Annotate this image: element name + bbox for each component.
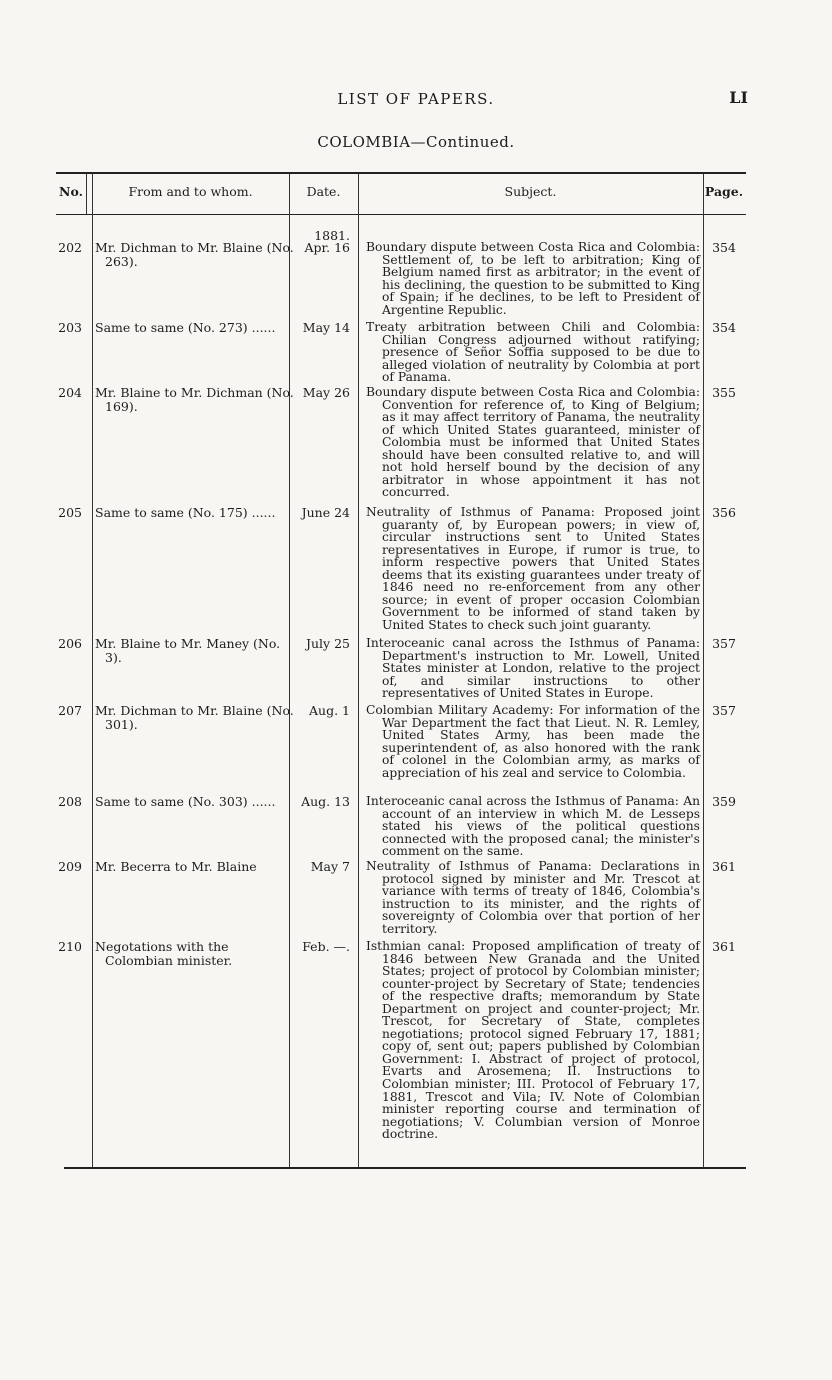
row-subject: Treaty arbitration between Chili and Colombia: Chilian Congress adjourned without ratifying; presence of Señor Soffia supposed to be due to alleged violation of neutrality by Colombia at port of Panama. bbox=[366, 320, 700, 385]
row-date: May 26 bbox=[302, 385, 350, 400]
row-date: Apr. 16 bbox=[304, 240, 350, 255]
header-rule bbox=[56, 214, 746, 215]
row-date: July 25 bbox=[305, 636, 350, 651]
row-subject: Interoceanic canal across the Isthmus of Panama: An account of an interview in which M. de Lesseps stated his views of the political questions connected with the proposed canal; the minister's comment on the same. bbox=[366, 794, 700, 859]
col-line-2 bbox=[92, 174, 93, 1167]
section-title: COLOMBIA—Continued. bbox=[317, 133, 515, 151]
row-no: 208 bbox=[58, 794, 82, 809]
header-no: No. bbox=[59, 184, 83, 199]
row-from: Same to same (No. 175) ...... bbox=[95, 505, 276, 520]
row-no: 204 bbox=[58, 385, 82, 400]
row-from: Mr. Blaine to Mr. Maney (No. 3). bbox=[95, 636, 281, 666]
header-date: Date. bbox=[306, 184, 341, 199]
row-from: Negotations with the Colombian minister. bbox=[95, 939, 233, 969]
row-page: 356 bbox=[712, 505, 736, 520]
row-page: 357 bbox=[712, 636, 736, 651]
header-subject: Subject. bbox=[504, 184, 557, 199]
row-no: 202 bbox=[58, 240, 82, 255]
row-page: 361 bbox=[712, 939, 736, 954]
year-label: 1881. bbox=[314, 228, 350, 243]
row-subject: Isthmian canal: Proposed amplification of treaty of 1846 between New Granada and the United States; project of protocol by Colombian minister; counter-project by Secretary of State; tendencies of the respective drafts; memorandum by State Department on project and counter-project; Mr. Trescot, for Secretary of State, completes negotiations; protocol signed February 17, 1881; copy of, sent out; papers published by Colombian Government: I. Abstract of project of protocol, Evarts and Arosemena; II. Instructions to Colombian minister; III. Protocol of February 17, 1881, Trescot and Vila; IV. Note of Colombian minister reporting course and termination of negotiations; V. Columbian version of Monroe doctrine. bbox=[366, 939, 700, 1142]
row-subject: Neutrality of Isthmus of Panama: Proposed joint guaranty of, by European powers; in view of, circular instructions sent to United States representatives in Europe, if rumor is true, to inform respective powers that United States deems that its existing guarantees under treaty of 1846 need no re-enforcement from any other source; in event of proper occasion Colombian Government to be informed of stand taken by United States to check such joint guaranty. bbox=[366, 505, 700, 632]
row-from: Same to same (No. 303) ...... bbox=[95, 794, 276, 809]
row-from: Mr. Dichman to Mr. Blaine (No. 301). bbox=[95, 703, 294, 733]
row-no: 203 bbox=[58, 320, 82, 335]
row-subject: Colombian Military Academy: For information of the War Department the fact that Lieut. N. R. Lemley, United States Army, has been made the superintendent of, as also honored with the rank of colonel in the Colombian army, as marks of appreciation of his zeal and service to Colombia. bbox=[366, 703, 700, 780]
row-no: 205 bbox=[58, 505, 82, 520]
row-subject: Boundary dispute between Costa Rica and Colombia: Convention for reference of, to King of Belgium; as it may affect territory of Panama, the neutrality of which United States guaranteed, minister of Colombia must be informed that United States should have been consulted relative to, and will not hold herself bound by the decision of any arbitrator in whose appointment it has not concurred. bbox=[366, 385, 700, 500]
row-page: 359 bbox=[712, 794, 736, 809]
top-rule bbox=[56, 172, 746, 174]
row-subject: Neutrality of Isthmus of Panama: Declarations in protocol signed by minister and Mr. Trescot at variance with terms of treaty of 1846, Colombia's instruction to its minister, and the rights of sovereignty of Colombia over that portion of her territory. bbox=[366, 859, 700, 936]
row-subject: Boundary dispute between Costa Rica and Colombia: Settlement of, to be left to arbitration; King of Belgium named first as arbitrator; in the event of his declining, the question to be submitted to King of Spain; if he declines, to be left to President of Argentine Republic. bbox=[366, 240, 700, 317]
header-from: From and to whom. bbox=[128, 184, 253, 199]
row-date: May 14 bbox=[302, 320, 350, 335]
row-from: Mr. Dichman to Mr. Blaine (No. 263). bbox=[95, 240, 294, 270]
col-line-4 bbox=[358, 174, 359, 1167]
row-page: 354 bbox=[712, 320, 736, 335]
page-number: LI bbox=[729, 88, 748, 107]
row-date: Aug. 1 bbox=[309, 703, 350, 718]
row-no: 209 bbox=[58, 859, 82, 874]
row-from: Same to same (No. 273) ...... bbox=[95, 320, 276, 335]
row-date: May 7 bbox=[310, 859, 350, 874]
bottom-rule bbox=[64, 1167, 746, 1169]
row-no: 210 bbox=[58, 939, 82, 954]
row-page: 361 bbox=[712, 859, 736, 874]
row-from: Mr. Blaine to Mr. Dichman (No. 169). bbox=[95, 385, 294, 415]
row-no: 206 bbox=[58, 636, 82, 651]
row-subject: Interoceanic canal across the Isthmus of Panama: Department's instruction to Mr. Lowell, United States minister at London, relative to the project of, and similar instructions to other representatives of United States in Europe. bbox=[366, 636, 700, 701]
row-date: Feb. —. bbox=[302, 939, 350, 954]
page-title: LIST OF PAPERS. bbox=[337, 90, 495, 108]
header-page: Page. bbox=[704, 184, 744, 199]
row-no: 207 bbox=[58, 703, 82, 718]
row-date: Aug. 13 bbox=[301, 794, 350, 809]
row-page: 354 bbox=[712, 240, 736, 255]
row-from: Mr. Becerra to Mr. Blaine bbox=[95, 859, 257, 874]
row-page: 355 bbox=[712, 385, 736, 400]
row-date: June 24 bbox=[301, 505, 350, 520]
row-page: 357 bbox=[712, 703, 736, 718]
